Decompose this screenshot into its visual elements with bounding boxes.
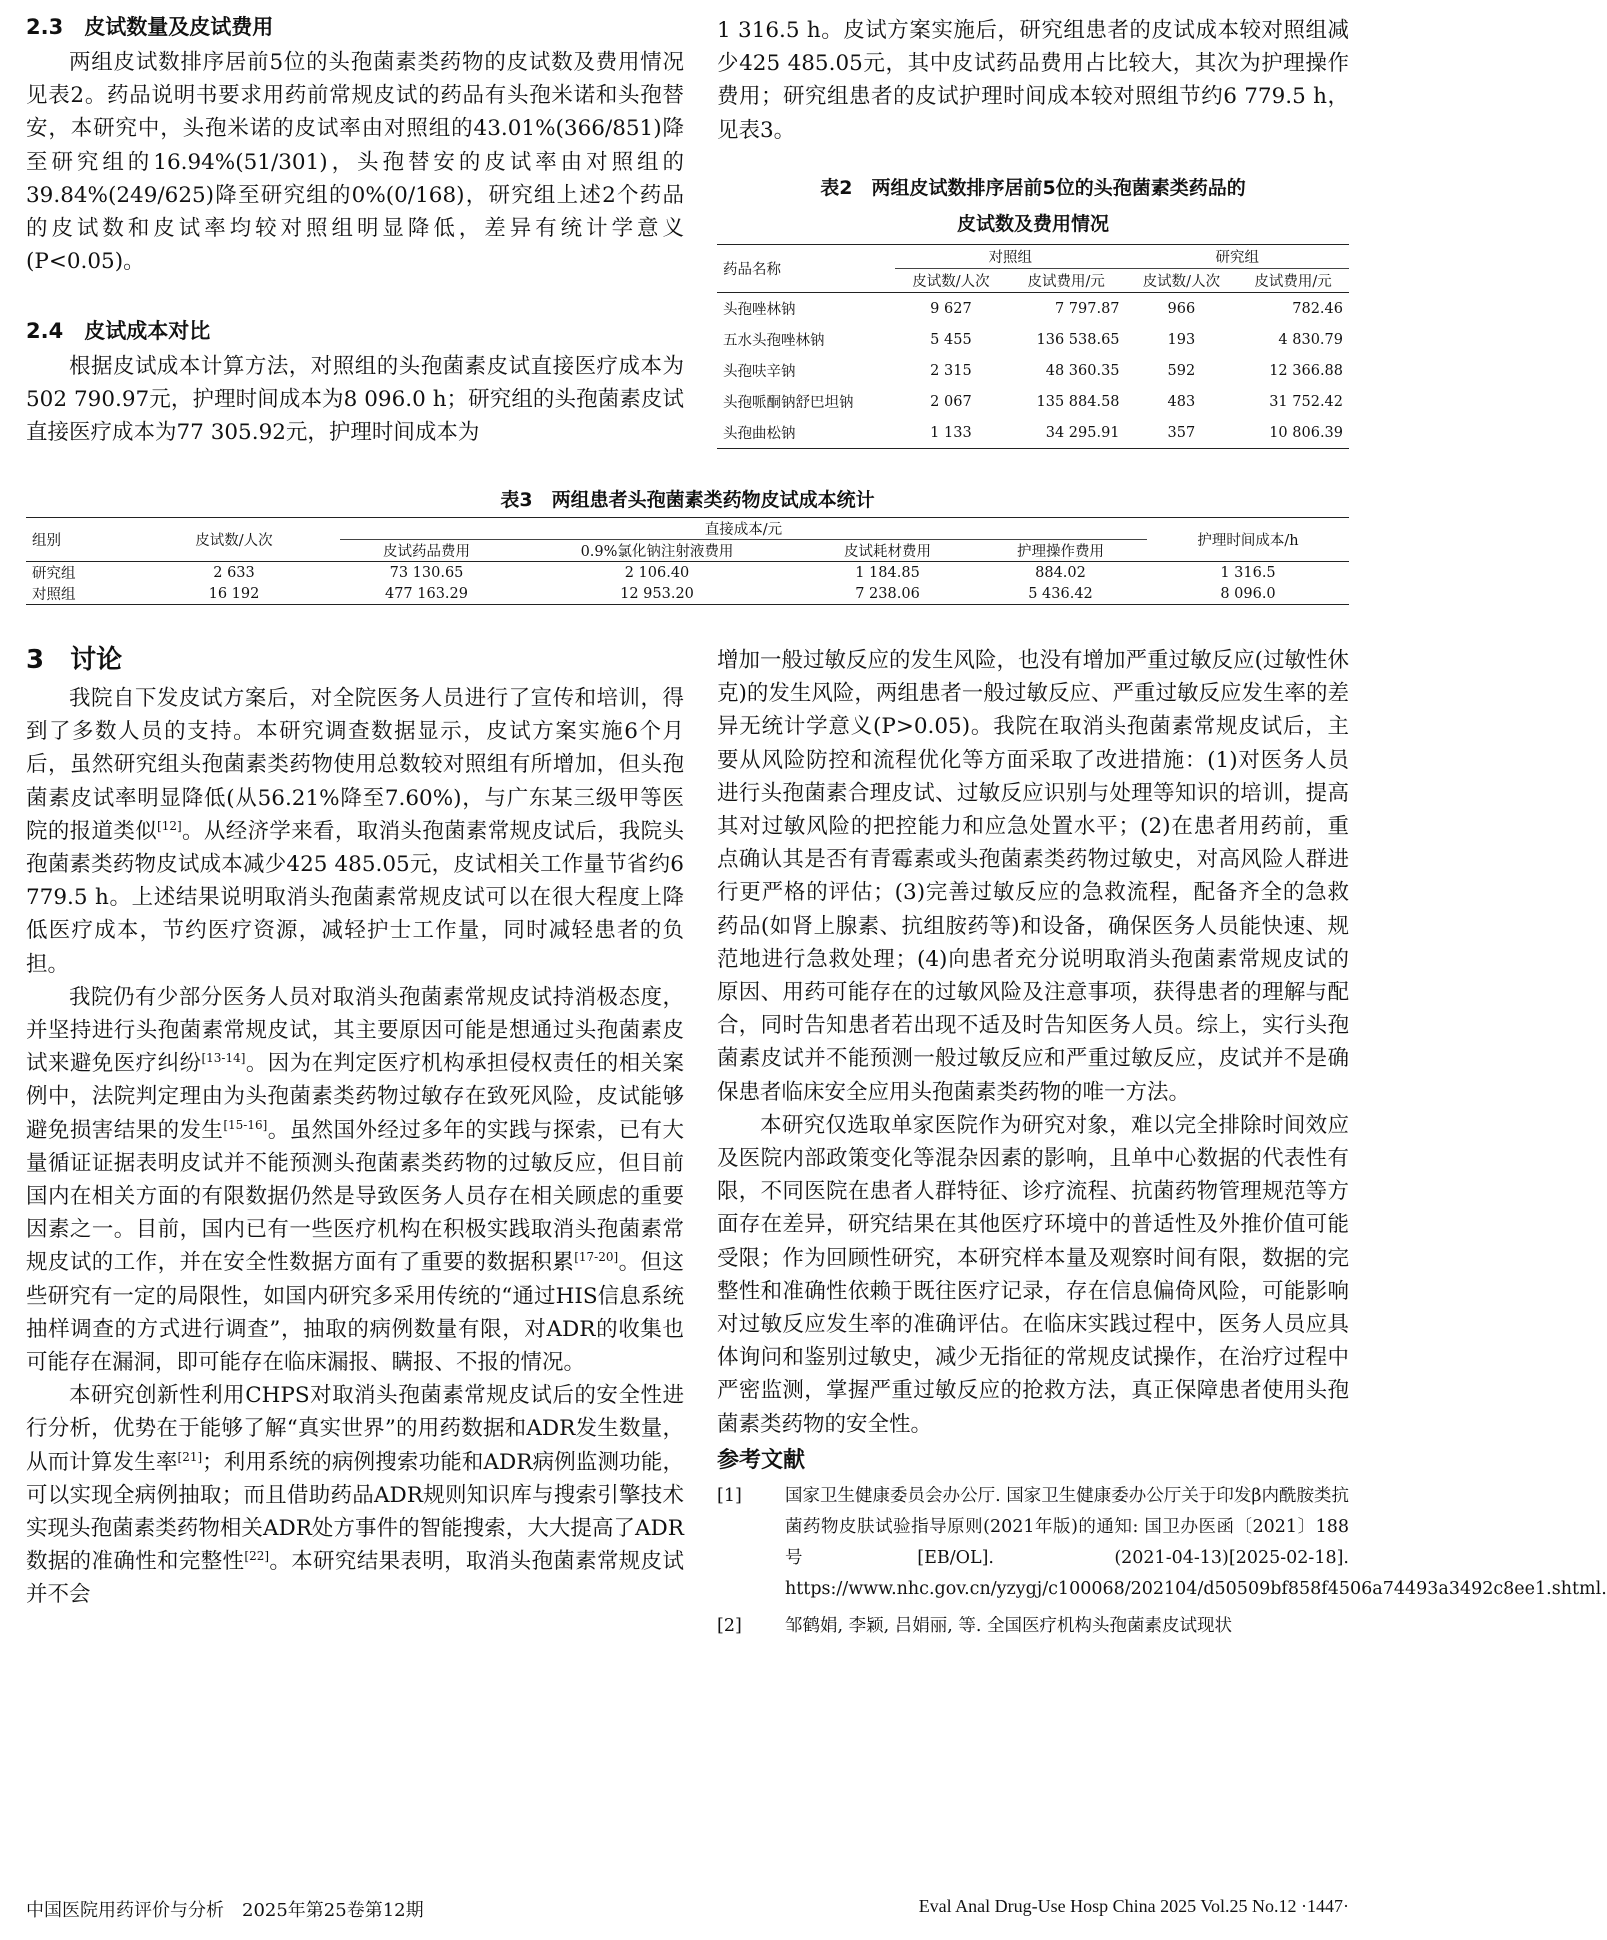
table-cell: 研究组: [32, 566, 76, 582]
section-heading: 2.4 皮试成本对比: [26, 319, 211, 343]
table-cell: 头孢呋辛钠: [723, 364, 796, 380]
paragraph: 本研究创新性利用CHPS对取消头孢菌素常规皮试后的安全性进行分析，优势在于能够了解“真实世界”的用药数据和ADR发生数量，从而计算发生率[21]；利用系统的病例搜索功能和ADR病例监测功能，可以实现全病例抽取；而且借助药品ADR规则知识库与搜索引擎技术实现头孢菌素类药物相关ADR处方事件的智能搜索，大大提高了ADR数据的准确性和完整性[22]。本研究结果表明，取消头孢菌素常规皮试并不会: [26, 1383, 684, 1608]
table-cell: 5 455: [930, 331, 972, 348]
table-caption: 皮试数及费用情况: [956, 213, 1109, 235]
table-cell: 357: [1167, 424, 1196, 441]
table-cell: 2 315: [930, 362, 972, 379]
table-cell: 34 295.91: [1045, 424, 1120, 441]
table-cell: 9 627: [930, 300, 972, 317]
section-2-4-continued: [717, 14, 1349, 147]
table-row: [717, 355, 1349, 386]
table-row: [26, 583, 1349, 605]
table-cell: 头孢哌酮钠舒巴坦钠: [723, 395, 854, 411]
section-2-3: [26, 14, 684, 278]
reference-number: [2]: [717, 1615, 742, 1636]
table-cell: 7 238.06: [855, 585, 920, 602]
table-cell: 782.46: [1292, 300, 1343, 317]
table-header: 皮试费用/元: [1254, 274, 1332, 290]
table-header: 组别: [26, 518, 128, 562]
table-cell: 头孢唑林钠: [723, 302, 796, 318]
table-cell: 7 797.87: [1054, 300, 1120, 317]
reference-list: [717, 1481, 1607, 1642]
table-header: 研究组: [1126, 245, 1349, 269]
table-cell: 8 096.0: [1220, 585, 1276, 602]
citation[interactable]: [22]: [244, 1549, 270, 1564]
table-cell: 16 192: [208, 585, 260, 602]
reference-text: 国家卫生健康委员会办公厅. 国家卫生健康委办公厅关于印发β内酰胺类抗菌药物皮肤试验指导原则(2021年版)的通知: 国卫办医函〔2021〕188号[EB/OL]. (2021-04-13)[2025-02-18]. https://www.nhc.gov.cn/yzygj/c100068/202104/d50509bf858f4506a74493a3492c8ee1.shtml.: [785, 1485, 1607, 1599]
table-cell: 2 067: [930, 393, 972, 410]
section-2-4: [26, 318, 684, 450]
table-cell: 五水头孢唑林钠: [723, 333, 825, 349]
table-cell: 31 752.42: [1269, 393, 1343, 410]
table-cell: 884.02: [1035, 564, 1086, 581]
table-cell: 5 436.42: [1028, 585, 1093, 602]
table-cell: 477 163.29: [384, 585, 468, 602]
data-table: [26, 517, 1349, 605]
table-header: 皮试费用/元: [1027, 274, 1105, 290]
table-header: 护理操作费用: [1017, 544, 1104, 560]
table-cell: 2 106.40: [624, 564, 690, 581]
paragraph: 我院自下发皮试方案后，对全院医务人员进行了宣传和培训，得到了多数人员的支持。本研究调查数据显示，皮试方案实施6个月后，虽然研究组头孢菌素类药物使用总数较对照组有所增加，但头孢菌素皮试率明显降低(从56.21%降至7.60%)，与广东某三级甲等医院的报道类似[12]。从经济学来看，取消头孢菌素常规皮试后，我院头孢菌素类药物皮试成本减少425 485.05元，皮试相关工作量节省约6 779.5 h。上述结果说明取消头孢菌素常规皮试可以在很大程度上降低医疗成本，节约医疗资源，减轻护士工作量，同时减轻患者的负担。: [26, 686, 684, 977]
paragraph: 两组皮试数排序居前5位的头孢菌素类药物的皮试数及费用情况见表2。药品说明书要求用药前常规皮试的药品有头孢米诺和头孢替安，本研究中，头孢米诺的皮试率由对照组的43.01%(366/851)降至研究组的16.94%(51/301)，头孢替安的皮试率由对照组的39.84%(249/625)降至研究组的0%(0/168)，研究组上述2个药品的皮试数和皮试率均较对照组明显降低，差异有统计学意义(P<0.05)。: [26, 50, 684, 275]
table-cell: 136 538.65: [1036, 331, 1120, 348]
section-3-continued: [717, 644, 1607, 1642]
table-header: 对照组: [895, 245, 1125, 269]
section-heading: 2.3 皮试数量及皮试费用: [26, 15, 274, 39]
table-row: [717, 324, 1349, 355]
table-header: 皮试数/人次: [912, 274, 990, 290]
reference-number: [1]: [717, 1485, 742, 1506]
table-cell: 1 133: [930, 424, 972, 441]
table-row: [717, 386, 1349, 417]
table-row: [26, 562, 1349, 584]
table-3: [26, 483, 1349, 605]
table-cell: 10 806.39: [1269, 424, 1343, 441]
citation[interactable]: [15-16]: [223, 1117, 268, 1132]
table-header: 药品名称: [717, 245, 895, 293]
reference-item: [717, 1611, 1349, 1642]
footer-page: Eval Anal Drug-Use Hosp China 2025 Vol.25 No.12 ·1447·: [918, 1896, 1349, 1916]
table-cell: 48 360.35: [1045, 362, 1120, 379]
citation[interactable]: [12]: [157, 818, 182, 833]
table-cell: 966: [1167, 300, 1196, 317]
table-cell: 193: [1167, 331, 1196, 348]
table-cell: 2 633: [213, 564, 255, 581]
table-header: 0.9%氯化钠注射液费用: [580, 544, 734, 560]
table-row: [717, 417, 1349, 449]
table-cell: 4 830.79: [1278, 331, 1343, 348]
paragraph: 根据皮试成本计算方法，对照组的头孢菌素皮试直接医疗成本为502 790.97元，护理时间成本为8 096.0 h；研究组的头孢菌素皮试直接医疗成本为77 305.92元，护理时间成本为: [26, 354, 684, 446]
citation[interactable]: [21]: [177, 1449, 203, 1464]
reference-text: 邹鹤娟, 李颖, 吕娟丽, 等. 全国医疗机构头孢菌素皮试现状: [785, 1615, 1233, 1636]
table-row: [717, 293, 1349, 325]
table-caption: 表3 两组患者头孢菌素类药物皮试成本统计: [500, 489, 875, 511]
table-header: 直接成本/元: [340, 518, 1147, 540]
citation[interactable]: [17-20]: [574, 1250, 619, 1265]
table-header: 皮试数/人次: [1142, 274, 1221, 290]
table-2: [717, 170, 1349, 449]
paragraph: 本研究仅选取单家医院作为研究对象，难以完全排除时间效应及医院内部政策变化等混杂因素的影响，且单中心数据的代表性有限，不同医院在患者人群特征、诊疗流程、抗菌药物管理规范等方面存在差异，研究结果在其他医疗环境中的普适性及外推价值可能受限；作为回顾性研究，本研究样本量及观察时间有限，数据的完整性和准确性依赖于既往医疗记录，存在信息偏倚风险，可能影响对过敏反应发生率的准确评估。在临床实践过程中，医务人员应具体询问和鉴别过敏史，减少无指征的常规皮试操作，在治疗过程中严密监测，掌握严重过敏反应的抢救方法，真正保障患者使用头孢菌素类药物的安全性。: [717, 1112, 1349, 1437]
table-cell: 592: [1167, 362, 1196, 379]
table-header: 皮试耗材费用: [844, 544, 931, 560]
table-cell: 12 366.88: [1269, 362, 1343, 379]
table-cell: 1 184.85: [855, 564, 920, 581]
table-cell: 1 316.5: [1220, 564, 1276, 581]
paragraph: 我院仍有少部分医务人员对取消头孢菌素常规皮试持消极态度，并坚持进行头孢菌素常规皮试，其主要原因可能是想通过头孢菌素皮试来避免医疗纠纷[13-14]。因为在判定医疗机构承担侵权责任的相关案例中，法院判定理由为头孢菌素类药物过敏存在致死风险，皮试能够避免损害结果的发生[15-16]。虽然国外经过多年的实践与探索，已有大量循证证据表明皮试并不能预测头孢菌素类药物的过敏反应，但目前国内在相关方面的有限数据仍然是导致医务人员存在相关顾虑的重要因素之一。目前，国内已有一些医疗机构在积极实践取消头孢菌素常规皮试的工作，并在安全性数据方面有了重要的数据积累[17-20]。但这些研究有一定的局限性，如国内研究多采用传统的“通过HIS信息系统抽样调查的方式进行调查”，抽取的病例数量有限，对ADR的收集也可能存在漏洞，即可能存在临床漏报、瞒报、不报的情况。: [26, 984, 684, 1376]
table-header: 护理时间成本/h: [1147, 518, 1349, 562]
citation[interactable]: [13-14]: [201, 1051, 246, 1066]
references-heading: 参考文献: [717, 1447, 806, 1473]
section-3: [26, 644, 684, 1612]
table-cell: 12 953.20: [620, 585, 694, 602]
table-cell: 135 884.58: [1036, 393, 1120, 410]
table-header: 皮试药品费用: [382, 544, 470, 560]
section-heading: 3 讨论: [26, 645, 123, 675]
table-caption: 表2 两组皮试数排序居前5位的头孢菌素类药品的: [820, 177, 1246, 199]
table-cell: 头孢曲松钠: [723, 426, 796, 442]
paragraph: 增加一般过敏反应的发生风险，也没有增加严重过敏反应(过敏性休克)的发生风险，两组患者一般过敏反应、严重过敏反应发生率的差异无统计学意义(P>0.05)。我院在取消头孢菌素常规皮试后，主要从风险防控和流程优化等方面采取了改进措施：(1)对医务人员进行头孢菌素合理皮试、过敏反应识别与处理等知识的培训，提高其对过敏风险的把控能力和应急处置水平；(2)在患者用药前，重点确认其是否有青霉素或头孢菌素类药物过敏史，对高风险人群进行更严格的评估；(3)完善过敏反应的急救流程，配备齐全的急救药品(如肾上腺素、抗组胺药等)和设备，确保医务人员能快速、规范地进行急救处理；(4)向患者充分说明取消头孢菌素常规皮试的原因、用药可能存在的过敏风险及注意事项，获得患者的理解与配合，同时告知患者若出现不适及时告知医务人员。综上，实行头孢菌素皮试并不能预测一般过敏反应和严重过敏反应，皮试并不是确保患者临床安全应用头孢菌素类药物的唯一方法。: [717, 648, 1349, 1105]
table-cell: 73 130.65: [389, 564, 464, 581]
paragraph: 1 316.5 h。皮试方案实施后，研究组患者的皮试成本较对照组减少425 485.05元，其中皮试药品费用占比较大，其次为护理操作费用；研究组患者的皮试护理时间成本较对照组节约6 779.5 h，见表3。: [717, 18, 1349, 143]
footer-journal: 中国医院用药评价与分析 2025年第25卷第12期: [26, 1900, 424, 1921]
reference-item: [717, 1481, 1607, 1605]
table-cell: 对照组: [32, 587, 76, 603]
data-table: [717, 244, 1349, 449]
table-header: 皮试数/人次: [128, 518, 340, 562]
table-cell: 483: [1167, 393, 1196, 410]
